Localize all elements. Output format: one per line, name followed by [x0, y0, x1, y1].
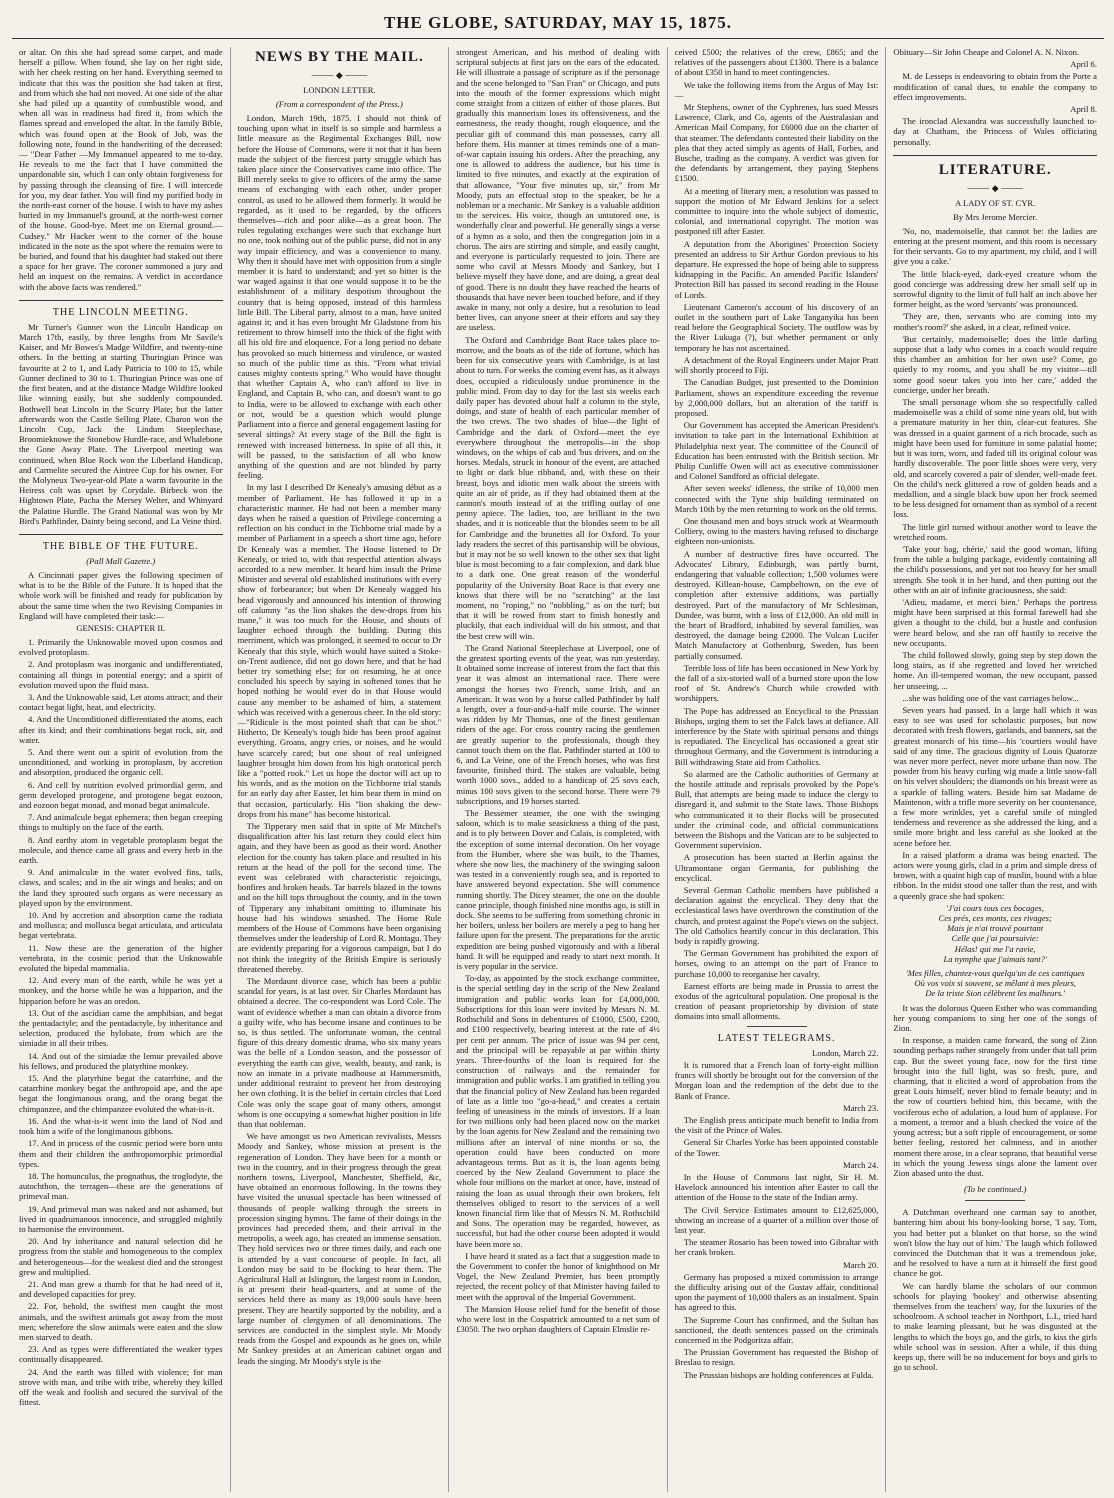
telegram-date: March 20. [843, 1259, 879, 1270]
telegram-item: The Supreme Court has confirmed, and the Sultan has sanctioned, the death sentences passed on the criminals concerned in the Podgoritza affair. [674, 1314, 879, 1345]
article-paragraph: The Pope has addressed an Encyclical to the Prussian Bishops, urging them to set the Falck laws at defiance. All interference by the State with spiritual persons and things is repudiated. The Encyclical has occasioned a great stir throughout Germany, and the Government is introducing a Bill withdrawing State aid from Catholics. [674, 705, 879, 767]
latest-telegrams-heading: LATEST TELEGRAMS. [717, 1032, 836, 1044]
anecdote-paragraph: A Dutchman overheard one carman say to another, bantering him about his bony-looking horse, 'I say, Tom, you had better put a blanket on that horse, so the wind won't blow the hay out of him.' The laugh which followed convinced the Dutchman that it was a tremendous joke, and he resolved to have a turn at it himself the first good chance he got. [893, 1207, 1097, 1279]
telegram-item: M. de Lesseps is endeavoring to obtain from the Porte a modification of canal dues, to enable the company to effect improvements. [893, 71, 1097, 102]
article-paragraph: A number of destructive fires have occurred. The Advocates' Library, Edinburgh, was partly burnt, endangering that valuable collection; 1,500 volumes were destroyed. Killean-house, Campbeltown, on the eve of completion after extensive additions, was partially destroyed. Part of the manufactory of Mr Schlesiman, Dundee, was burnt, with a loss of £12,000. An old mill in the heart of Bradford, inhabited by several families, was destroyed, the damage being £2000. The Vulcan Lucifer Match Manufactory at Gothenburg, Sweden, has been partially consumed. [674, 548, 879, 661]
telegram-date: London, March 22. [812, 1047, 879, 1058]
article-paragraph: A detachment of the Royal Engineers under Major Pratt will shortly proceed to Fiji. [674, 354, 879, 376]
column-4 [668, 47, 887, 1492]
article-paragraph: The Tipperary men said that in spite of Mr Mitchel's disqualification after his last return they could elect him again, and they have been as good as their word. Another election for the county has taken place and resulted in his return at the head of the poll for the second time. The event was celebrated with characteristic rejoicings, bonfires and broken heads. Tar barrels blazed in the towns and on the hill tops throughout the county, and in the town of Tipperary any inhabitant omitting to illuminate his house had his windows smashed. The Home Rule members of the House of Commons have been organising themselves under the leadership of Lord R. Montagu. They are evidently preparing for a vigorous campaign, but I do not think the integrity of the British Empire is seriously threatened thereby. [237, 821, 442, 974]
genesis-verse: 22. For, behold, the swiftest men caught the most animals, and the swiftest animals got away from the most men; wherefore the slow animals were eaten and the slow men starved to death. [19, 1301, 223, 1342]
article-paragraph: One thousand men and boys struck work at Wearmouth Colliery, owing to the masters having refused to discharge eighteen non-unionists. [674, 515, 879, 547]
telegram-item: The Prussian bishops are holding conferences at Fulda. [683, 1369, 874, 1380]
news-by-mail-heading: NEWS BY THE MAIL. [255, 49, 424, 65]
story-paragraph: The child followed slowly, going step by step down the long stairs, as if she regretted and loved her wretched home. An ill-tempered woman, the new occupant, passed her unseeing, ... [893, 649, 1097, 691]
story-paragraph: Seven years had passed. In a large hall which it was easy to see was used for scholastic purposes, but now decorated with fresh flowers, garlands, and banners, sat the greatest monarch of his time—his 'courtiers would have said of any time. The gracious dignity of Louis Quatorze was never more perfect, never more urbane than now. The powder from his heavy curling wig made a little snow-fall on his velvet shoulders; the diamonds on his breast were as a sparkle of falling waters. Beside him sat Madame de Maintenon, with a trifle more severity on her countenance, a few more wrinkles, yet a careful smile of mingled tenderness and reverence as she addressed the king, and a smile more bright and less careful as she looked at the scene before her. [893, 704, 1097, 848]
letter-source: (From a correspondent of the Press.) [275, 99, 403, 109]
article-paragraph: strongest American, and his method of dealing with scriptural subjects at first jars on the ears of the educated. He will illustrate a passage of scripture as if the personage and the scene belonged to "San Fran" or Chicago, and puts into the mouth of the former expressions which might come straight from a citizen of either of those places. But gradually this mannerism loses its offensiveness, and the earnestness, the ready thought, rough eloquence, and the peculiar gift of command this man possesses, carry all before them. His manner at times reminds one of a man-of-war captain issuing his orders. After the preaching, any one is allowed to address the audience, but his time is limited to five minutes, and exactly at the expiration of that allowance, "Your five minutes up, sir," from Mr Moody, puts an effectual stop to the speaker, be he a nobleman or a mechanic. Mr Sankey is a valuable addition to the services. His voice, though an untutored one, is wonderfully clear and powerful. He generally sings a verse of a hymn as a solo, and then the congregation join in a chorus. The airs are stirring and simple, and easily caught, and everyone is particularly requested to join. There are some who cavil at Messrs Moody and Sankey, but I believe myself they have done, and are doing, a great deal of good. There is no doubt they have reached the hearts of thousands that have never been touched before, and if they awake in many, not only a desire, but a resolution to lead better lives, can anyone sneer at their efforts and say they are useless. [456, 47, 660, 333]
article-paragraph: Terrible loss of life has been occasioned in New York by the fall of a six-storied wall of a burned store upon the low roof of St. Andrew's Church while crowded with worshippers. [674, 662, 879, 704]
article-paragraph: The Oxford and Cambridge Boat Race takes place to-morrow, and the boats as of the tide of fortune, which has been for six consecutive years with Cambridge, is at last about to turn. For weeks the coming event has, as it always does, occupied a ridiculously undue prominence in the public mind. From day to day for the last six weeks each daily paper has devoted about half a column to the style, doings, and state of health of each particular member of the two crews. The two shades of blue—the light of Cambridge and the dark of Oxford—meet the eye everywhere throughout the metropolis—in the shop windows, on the whips of cab and 'bus drivers, and on the horses. Medals, struck in honour of the event, are attached to light or dark blue ribband, and, with these on their breast, boys and idiotic men walk about the streets with quite an air of pride, as if they had obtained them at the cannon's mouth instead of at the trifling outlay of one penny apiece. The ladies, too, are brilliant in the two shades, and it is noticeable that the blondes seem to be all for Cambridge and the brunettes all for Oxford. To your lady readers the secret of this partisanship will be obvious, but it may not be so well known to the other sex that light blue is most becoming to a fair complexion, and dark blue to a dark one. One great reason of the wonderful popularity of the University Boat Race is that every one knows that there will be no "scratching" at the last moment, no "roping," no "nobbling," as on the turf; but that it will be rowed from start to finish honestly and pluckily, that each individual will do his utmost, and that the best crew will win. [456, 334, 660, 641]
column-2 [231, 47, 450, 1492]
telegram-item: In the House of Commons last night, Sir H. M. Havelock announced his intention after Easter to call the attention of the House to the state of the Indian army. [674, 1171, 879, 1203]
article-paragraph: A deputation from the Aborigines' Protection Society presented an address to Sir Arthur Gordon previous to his departure. He expressed the hope of being able to suppress kidnapping in the Pacific. An amended Pacific Islanders' Protection Bill has passed its second reading in the House of Lords. [674, 238, 879, 300]
telegram-date: March 24. [843, 1159, 879, 1170]
telegram-date: March 23. [843, 1102, 879, 1113]
telegram-date: April 8. [1070, 104, 1097, 115]
telegram-item: The steamer Rosario has been towed into Gibraltar with her crank broken. [674, 1237, 879, 1258]
genesis-verse: 18. The homunculus, the prognathus, the troglodyte, the autochthon, the terragen—these are the generations of primeval man. [19, 1170, 223, 1202]
telegram-item: Germany has proposed a mixed commission to arrange the difficulty arising out of the Gustav affair, conditional upon the payment of 10,000 thalers as an instalment. Spain has agreed to this. [674, 1271, 879, 1313]
genesis-verse: 24. And the earth was filled with violence; for man strove with man, and tribe with tribe, whereby they killed off the weak and foolish and secured the survival of the fittest. [19, 1366, 223, 1408]
article-paragraph: We have amongst us two American revivalists, Messrs Moody and Sankey, whose mission at present is the regeneration of London. They have been for a month or two in the country, and in their progress through the great northern towns, Liverpool, Manchester, Sheffield, &c, have obtained an enormous following. In the towns they have visited the unusual spectacle has been witnessed of thousands of people walking through the streets in procession singing hymns. The fame of their doings in the provinces had preceded them, and their arrival in the metropolis, a week ago, has created an immense sensation. They hold services two or three times daily, and each one is attended by a vast concourse of people. In fact, all London may be said to be flocking to hear them. The Agricultural Hall at Islington, the largest room in London, is at present their head-quarters, and at some of the services held there as many as 19,000 souls have been present. They are heartily supported by the nobility, and a large number of clergymen of all denominations. The services are conducted in the simplest style. Mr Moody reads from the Gospel and expounds as he goes on, while Mr Sankey presides at an American cabinet organ and leads the singing. Mr Moody's style is the [237, 1131, 442, 1366]
story-paragraph: 'They are, then, servants who are coming into my mother's room?' she asked, in a clear, refined voice. [893, 311, 1097, 332]
article-paragraph: Our Government has accepted the American President's invitation to take part in the International Exhibition at Philadelphia next year. The committee of the Council of Education has been entrusted with the British section. Mr Philip Cunliffe Owen will act as executive commissioner and Colonel Sandford as official delegate. [674, 420, 879, 482]
article-paragraph: Earnest efforts are being made in Prussia to arrest the exodus of the agricultural population. One proposal is the creation of peasant proprietorship by division of state domains into small allotments. [674, 980, 879, 1022]
article-paragraph: To-day, as appointed by the stock exchange committee, is the special settling day in the scrip of the New Zealand immigration and public works loan for £4,000,000. Subscriptions for this loan were invited by Messrs N. M. Rothschild and Sons in debentures of £1000, £500, £200, and £100 respectively, bearing interest at the rate of 4½ per cent per annum. The price of issue was 94 per cent, and the principal will be repayable at par within thirty years. Three-fourths of the loan is required for the construction of railways and the remainder for immigration and public works. I am gratified in telling you that the financial policy of New Zealand has been regarded of late as a little too "go-a-head," and creates a certain feeling of uneasiness in the minds of investors. If a loan for two millions only had been placed now on the market by the loan agents for New Zealand and the remaining two millions after an interval of nine months or so, the operation could have been conducted on more advantageous terms. But as it is, the loan agents being coerced by the New Zealand Government to place the whole four millions on the market at once, have, instead of raising the loan as usual through their own brokers, felt themselves obliged to resort to the services of a well known financial firm like that of Messrs N. M. Rothschild and Sons. The operation may be regarded, however, as successful, but had the other course been adopted it would have been more so. [456, 973, 660, 1249]
genesis-verse: 6. And cell by nutrition evolved primordial germ, and germ developed protogene, and protogene begat eozoon, and eozoon begat monad, and monad begat animalcule. [19, 779, 223, 810]
genesis-verse: 2. And protoplasm was inorganic and undifferentiated, containing all things in potential energy; and a spirit of evolution moved upon the fluid mass. [19, 659, 223, 690]
article-paragraph: The Bessemer steamer, the one with the swinging saloon, which is to make seasickness a thing of the past, and is to ply between Dover and Calais, is completed, with the exception of some internal decoration. On her voyage from the Humber, where she was built, to the Thames, where she now lies, the machinery of the swinging saloon was tested in a conveniently rough sea, and is reported to have answered beyond expectation. She will commence running shortly. The Dicey steamer, the one on the double canoe principle, though finished nine months ago, is still in dock. She seems to be suffering from something chronic in her boilers, unless her boilers are merely a peg to hang her failure upon for the present. The preparations for the arctic expedition are being pushed vigorously and with a liberal hand. It will be equipped and ready to start next month. It is very popular in the service. [456, 808, 660, 972]
story-paragraph: It was the dolorous Queen Esther who was commanding her young companions to sing her one of the songs of Zion. [893, 1002, 1097, 1034]
lincoln-meeting-heading: THE LINCOLN MEETING. [52, 306, 189, 318]
section-divider [19, 300, 223, 301]
genesis-verse: 4. And the Unconditioned differentiated the atoms, each after its kind; and their combinations begat rock, air, and water. [19, 714, 223, 745]
bible-future-heading: THE BIBLE OF THE FUTURE. [42, 540, 199, 552]
genesis-verse: 7. And animalcule begat ephemera; then began creeping things to multiply on the face of the earth. [19, 812, 223, 833]
genesis-verse: 19. And primeval man was naked and not ashamed, but lived in quadrumanous innocence, and struggled mightily to harmonise the environment. [19, 1203, 223, 1234]
telegram-date: April 6. [1070, 59, 1097, 70]
story-paragraph: 'But certainly, mademoiselle; does the little darling suppose that a lady who comes in a coach would require this chamber an ambition for her own use? Come, go quietly to my rooms, and you shall be my visitor—till some good soeur takes you into her care,' added the concierge, under her breath. [893, 333, 1097, 395]
story-verse: 'J'ai cours tous ces bocages, Ces prés, ces monts, ces rivages; Mais je n'ai trouvé pourtant Celle que j'ai poursuivie: Hélas! qui me l'a ravie, La nymphe que j'aimais tant?' [938, 902, 1052, 964]
article-paragraph: So alarmed are the Catholic authorities of Germany at the hostile attitude and reprisals provoked by the Pope's Bull, that attempts are being made to induce the clergy to disregard it, and submit to the State laws. Those Bishops who communicated it to their flocks will be prosecuted under the criminal code, and official communications between the Bishops and the Vatican are to be subjected to Government supervision. [674, 768, 879, 851]
lincoln-paragraph: Mr Turner's Gunner won the Lincoln Handicap on March 17th, easily, by three lengths from Mr Savile's Kaiser, and Mr Bowes's Madge Wildfire, and twenty-nine others. In the betting at starting Thuringian Prince was favourite at 2 to 1, and Lady Patricia to 100 to 15, while Gunner declined to 30 to 1. Thuringian Prince was one of the first beaten, and at the distance Madge Wildfire looked like winning easily, but she suddenly compounded. Bothwell beat Lincoln in the Scurry Plate; but the latter afterwards won the Castle Selling Plate. Charon won the Lincoln Cup, Jack the Lindum Steeplechase, Broomieknowe the Stonebow Hurdle-race, and Whalebone the Gone Away Plate. The Liverpool meeting was continued, when Blue Rock won the Liberland Handicap, and Carmelite secured the Aintree Cup for his owner. For the Molyneux Two-year-old Plate a warm favourite in the Heiress colt was upset by Corydale. Birbeck won the Hightown Plate, Pacha the Mersey Welter, and Whinyard the Palatine Hurdle. The Grand National was won by Mr Bird's Pathfinder, Dainty being second, and La Veine third. [19, 321, 223, 526]
inquest-paragraph: or altar. On this she had spread some carpet, and made herself a pillow. When found, she lay on her right side, with her cheek resting on her hand. Everything seemed to indicate that this was the position she had taken at first, and from which she had not moved. At one side of the altar she had piled up a quantity of combustible wood, and when all was in readiness had fired it, from which the flames spread and enveloped the altar. In the family Bible, which was found open at the Book of Job, was the following note, found in the handwriting of the deceased:— "Dear Father —My Immanuel appeared to me to-day. He reveals to me the fact that I have committed the unpardonable sin, which I can only obtain forgiveness for by passing through the cleansing of fire. I will intercede for you, my dear father. You will find my purified body in the north-east corner of the house. I wish to have my ashes buried in my Immanuel's ground, at the north-west corner of the house. Good-bye. Meet me on Eternal ground.—Cudsey." Mr Hacker went to the corner of the house indicated in the note as the spot where the remains were to be buried, and found that his daughter had staked out there a space for her grave. The coroner summoned a jury and held an inquest on the remains. A verdict in accordance with the above facts was rendered." [19, 47, 223, 292]
telegram-item: The English press anticipate much benefit to India from the visit of the Prince of Wales. [674, 1114, 879, 1136]
article-paragraph: Mr Stephens, owner of the Cyphrenes, has sued Messrs Lawrence, Clark, and Co, agents of the Australasian and American Mail Company, for £6000 due on the charter of that steamer. The defendants contested their liability on the plea that they acted simply as agents of Hall, Forbes, and Busche, trading as the company. A verdict was given for the defendants by arrangement, they paying Stephens £1500. [674, 102, 879, 184]
telegram-item: The ironclad Alexandra was successfully launched to-day at Chatham, the Princess of Wales officiating personally. [893, 116, 1097, 147]
article-paragraph: At a meeting of literary men, a resolution was passed to support the motion of Mr Edward Jenkins for a select committee to inquire into the whole subject of domestic, colonial, and international copyright. The motion was postponed till after Easter. [674, 185, 879, 237]
genesis-verse: 8. And earthy atom in vegetable protoplasm begat the molecule, and thence came all grass and every herb in the earth. [19, 834, 223, 866]
article-paragraph: Several German Catholic members have published a declaration against the encyclical. They deny that the ecclesiastical laws have overthrown the constitution of the church, and protest against the Pope's views on the subject. The old Catholics heartily concur in this declaration. This body is rapidly growing. [674, 885, 879, 947]
columns [12, 47, 1104, 1492]
genesis-verse: 15. And the platyrhine begat the catarrhine, and the catarrhine monkey begat the anthropoid ape, and the ape begat the longimanous orang, and the orang begat the chimpanzee, and the chimpanzee evoluted the what-is-it. [19, 1073, 223, 1114]
to-be-continued: (To be continued.) [963, 1184, 1027, 1195]
article-paragraph: I have heard it stated as a fact that a suggestion made to the Government to confer the honor of knighthood on Mr Vogel, the New Zealand Premier, has been promptly rejected, the recent policy of that Minister having failed to meet with the approval of the Imperial Government. [456, 1250, 660, 1302]
article-paragraph: The Grand National Steeplechase at Liverpool, one of the greatest sporting events of the year, was run yesterday. It obtained some increase of interest from the fact that this year it was almost an international race. There were amongst the horses two French, some Irish, and an American. It was won by a horse called Pathfinder by half a length, over a four-and-a-half mile course. The winner was ridden by Mr Thomas, one of the finest gentleman riders of the age. For cross country racing the gentlemen are greatly superior to the professionals, though they cannot touch them on the flat. Pathfinder started at 100 to 6, and La Veine, one of the French horses, who was first favourite, finished third. The stakes are valuable, being worth 1000 sovs., added to a handicap of 25 sovs each, minus 100 sovs given to the second horse. There were 79 subscriptions, and 19 horses started. [456, 642, 660, 806]
story-paragraph: The little girl turned without another word to leave the wretched room. [893, 521, 1097, 542]
section-divider [965, 1200, 1025, 1201]
story-verse: 'Mes filles, chantez-vous quelqu'un de ces cantiques Où vos voix si souvent, se mêlant à mes pleurs, De la triste Sion célèbrent les malheurs.' [905, 968, 1085, 999]
article-paragraph: Lieutenant Cameron's account of his discovery of an outlet in the southern part of Lake Tanganyika has been read before the Geographical Society. The outflow was by the River Lukuga (?), but whether permanent or only temporary he has not ascertained. [674, 301, 879, 353]
genesis-verse: 21. And man grew a thumb for that he had need of it, and developed capacities for prey. [19, 1278, 223, 1300]
telegram-item: The Civil Service Estimates amount to £12,625,000, showing an increase of a quarter of a million over those of last year. [674, 1204, 879, 1235]
anecdote-paragraph: We can hardly blame the scholars of our common schools for playing 'hookey' and otherwise absenting themselves from the teachers' way, for the luxuries of the schoolroom. A school teacher in Northport, L.I., tried hard to make learning pleasant, but he was disgusted at the lengths to which the boys go, and the girls, to kiss the girls while school was in session. After a while, if this thing keeps up, there will be no inducement for boys and girls to go to school. [893, 1280, 1097, 1373]
column-1 [12, 47, 231, 1492]
column-5 [886, 47, 1104, 1492]
genesis-verse: 12. And every man of the earth, while he was yet a monkey, and the horse while he was a hipparion, and the hipparion before he was an oredon. [19, 975, 223, 1006]
story-paragraph: In response, a maiden came forward, the song of Zion sounding perhaps rather strangely from under that tall prim cap. But the sweet young face, now for the first time brought into the full light, was so fresh, pure, and charming, that it elicited a word of approbation from the great Louis himself, never blind to female beauty; and in the row of courtiers behind him, this became, with the vociferous echo of adulation, a loud hum of applause. For a moment, a tremor and a blush checked the voice of the young actress; but a soft ripple of encouragement, or some better feeling, restored her calmness, and in another moment there arose, in a clear soprano, that beautiful verse in which the young Jewess sings alone the lament over Zion abased unto the dust. [893, 1035, 1097, 1178]
story-paragraph: 'Take your bag, chérie,' said the good woman, lifting from the table a bulging package, evidently containing all the child's possessions, and yet not too heavy for her small strength. She took it in her hand, and then putting out the other with an air of infinite graciousness, she said: [893, 543, 1097, 595]
genesis-heading: GENESIS: CHAPTER II. [76, 622, 166, 633]
story-paragraph: 'Adieu, madame, et merci bien.' Perhaps the portress might have been surprised at this formal farewell had she given a thought to the child, but a hustle and confusion were heard below, and she ran off hastily to receive the new occupants. [893, 596, 1097, 648]
ornament-divider: ⸻ ◆ ⸻ [311, 70, 368, 80]
story-paragraph: The small personage whom she so respectfully called mademoiselle was a child of some nine years old, but with a premature maturity in her thin, clear-cut features. She was dressed in a quaint garment of a rich brocade, such as might have been used for furniture in some palatial home; but it was torn, worn, and faded till its original colour was hardly discoverable. The poor little shoes were very, very old, and scarcely covered a pair of slender, well-made feet. On the child's neck glittered a row of golden beads and a medallion, and a single black bow upon her frock seemed to be less designed for ornament than as symbol of a recent loss. [893, 397, 1097, 520]
genesis-verse: 3. And the Unknowable said, Let atoms attract; and their contact begat light, heat, and electricity. [19, 691, 223, 713]
story-author: By Mrs Jerome Mercier. [953, 211, 1038, 222]
genesis-verse: 14. And out of the simiadæ the lemur prevailed above his fellows, and produced the platyrhine monkey. [19, 1050, 223, 1071]
telegram-item: The Prussian Government has requested the Bishop of Breslau to resign. [674, 1347, 879, 1368]
genesis-verse: 5. And there went out a spirit of evolution from the unconditioned, and working in protoplasm, by accretion and absorption, produced the organic cell. [19, 746, 223, 778]
article-paragraph: London, March 19th, 1875. I should not think of touching upon what in itself is so simple and harmless a little measure as the Regimental Exchanges Bill, now before the House of Commons, were it not that it has been made the subject of the fiercest party struggle which has taken place since the Conservatives came into office. The Bill merely seeks to give to officers of the army the same means of exchanging with each other, under proper control, as used to be allowed them formerly. It would be regarded, as it used to be regarded, by the officers themselves—rich and poor alike—as a great boon. The rules regulating exchanges were such that exchange hurt no one, took nothing out of the public purse, did not in any way impair efficiency, and was a convenience to many. Why then it should have met with opposition from a single member it is hard to understand; and yet so bitter is the war waged against it that one would suppose it to be the establishment of a military despotism throughout the country that is being opposed, instead of this harmless little Bill. The Liberal party, almost to a man, have united against it; and it has even brought Mr Gladstone from his retirement to throw himself into the thick of the fight with all his old fire and eloquence. For a long period no debate has provoked so much bitterness and virulence, or wasted so much of the public time as this. "From what trivial causes mighty contests spring." Who would have thought that whether Captain A, who can't afford to live in England, and Captain B, who can, and doesn't want to go to India, were to be allowed to exchange with each other or not, would be a question which would plunge Parliament into a fierce and general engagement lasting for several sittings? At every stage of the Bill the fight is renewed with increased bitterness. In spite of all this, it will be passed, to the satisfaction of all who know anything of the question and are not blinded by party feeling. [237, 113, 442, 481]
article-paragraph: In my last I described Dr Kenealy's amusing début as a member of Parliament. He has followed it up in a characteristic manner. He had not been a member many days when he raised a question of Privilege concerning a reflection on his conduct in the Tichborne trial made by a member of Parliament in a speech a short time ago, before Dr Kenealy was a member. The House listened to Dr Kenealy, or tried to, with that respectful attention always accorded to a new member. It heard him insult the Prime Minister and several old established institutions with every show of forbearance; but when Dr Kenealy wagged his head vigorously and announced his intention of throwing off calumny "as the lion shakes the dew-drops from his mane," it was too much for the House, and shouts of laughter echoed through the building. During this merriment, which was prolonged, it seemed to occur to Dr Kenealy that this style, which would have suited a Stoke-on-Trent audience, did not go down here, and that he had better try something else; for on resuming, he at once concluded his speech by saying in softened tones that he hoped nothing he would ever do in that House would cause any member to be ashamed of him, a statement which was received with a generous cheer. In the old story:—"Ridicule is the most pointed shaft that can be shot." Hitherto, Dr Kenealy's tough hide has been proof against everything. Groans, angry cries, or noises, and he would have scarcely cared; but one shout of real unfeigned laughter brought him down from his high oratorical perch like a "potted rook." Let us hope the doctor will act up to his words, and as the motion on the Tichborne trial stands for an early day after Easter, let him bear them in mind on that occasion, particularly. His "lion shaking the dew-drops from his mane" has become historical. [237, 482, 442, 819]
genesis-verse: 16. And the what-is-it went into the land of Nod and took him a wife of the longimanous gibbons. [19, 1115, 223, 1137]
literature-heading: LITERATURE. [938, 161, 1052, 178]
section-divider [893, 155, 1097, 156]
genesis-verse: 9. And animalculæ in the water evolved fins, tails, claws, and scales; and in the air wings and beaks; and on the land they sprouted such organs as were necessary as played upon by the environment. [19, 867, 223, 908]
article-paragraph: A prosecution has been started at Berlin against the Ultramontane organ Germania, for publishing the encyclical. [674, 852, 879, 883]
story-paragraph: 'No, no, mademoiselle, that cannot be: the ladies are entering at the present moment, and this room is necessary for their servants. Go to my apartment, my child, and I will give you a cake.' [893, 225, 1097, 267]
article-paragraph: The Mordaunt divorce case, which has been a public scandal for years, is at last over. Sir Charles Mordaunt has obtained a decree. The co-respondent was Lord Cole. The want of evidence whether a man can obtain a divorce from a guilty wife, who has become insane and continues to be so, is thus settled. The unfortunate woman, the central figure of this dreary domestic drama, who six many years was the belle of a London season, and the possessor of everything the earth can give, wealth, beauty, and rank, is now an inmate in a private madhouse at Hammersmith, under additional restraint to prevent her from destroying her own clothing. It is the belief in certain circles that Lord Cole was only the scape goat of many others, amongst whom is one occupying a somewhat higher position in life than that nobleman. [237, 976, 442, 1129]
telegram-item: It is rumored that a French loan of forty-eight million francs will shortly be brought out for the conversion of the Morgan loan and the redemption of the debt due to the Bank of France. [674, 1059, 879, 1101]
section-divider [747, 1026, 807, 1027]
genesis-verse: 17. And in process of the cosmic period were born unto them and their children the anthropomorphic primordial types. [19, 1138, 223, 1169]
genesis-verse: 13. Out of the ascidian came the amphibian, and begat the pentadactyle; and the pentadactyle, by inheritance and selection, produced the hylobate, from which are the simiadæ in all their tribes. [19, 1007, 223, 1049]
article-paragraph: The Canadian Budget, just presented to the Dominion Parliament, shows an expenditure exceeding the revenue by 2,000,000 dollars, but an alteration of the tariff is proposed. [674, 377, 879, 418]
london-letter-heading: LONDON LETTER. [303, 85, 376, 95]
telegram-item: Obituary—Sir John Cheape and Colonel A. N. Nixon. [893, 47, 1080, 57]
article-paragraph: We take the following items from the Argus of May 1st:— [674, 79, 879, 100]
column-3 [449, 47, 668, 1492]
section-divider [19, 534, 223, 535]
ornament-divider: ⸻ ◆ ⸻ [967, 182, 1024, 193]
telegram-item: General Sir Charles Yorke has been appointed constable of the Tower. [674, 1137, 879, 1158]
genesis-verse: 11. Now these are the generation of the higher vertebrata, in the cosmic period that the Unknowable evoluted the bipedal mammalia. [19, 942, 223, 974]
genesis-verse: 1. Primarily the Unknowable moved upon cosmos and evolved protoplasm. [19, 636, 223, 658]
article-paragraph: The Mansion House relief fund for the benefit of those who were lost in the Cospatrick amounted to a net sum of £3050. The two orphan daughters of Captain Elmslie re- [456, 1303, 660, 1335]
article-paragraph: After seven weeks' idleness, the strike of 10,000 men connected with the Tyne ship building terminated on March 10th by the men returning to work on the old terms. [674, 483, 879, 514]
article-paragraph: The German Government has prohibited the export of horses, owing to an attempt on the part of France to purchase 10,000 to reorganise her cavalry. [674, 948, 879, 979]
bible-source: (Pall Mall Gazette.) [86, 555, 156, 566]
story-paragraph: ...she was holding one of the vast carriages below... [902, 692, 1079, 703]
article-paragraph: ceived £500; the relatives of the crew, £865; and the relatives of the passengers about £1300. There is a balance of about £350 in hand to meet contingencies. [674, 47, 879, 78]
masthead: THE GLOBE, SATURDAY, MAY 15, 1875. [12, 12, 1104, 39]
story-paragraph: In a raised platform a drama was being enacted. The actors were young girls, clad in a prim and simple dress of brown, with a quaint high cap of muslin, bound with a blue ribbon. In the midst stood one taller than the rest, and with a queenly grace she had spoken: [893, 849, 1097, 901]
bible-intro: A Cincinnati paper gives the following specimen of what is to be the Bible of the Future. It is hoped that the whole work will be finished and ready for publication by about the same time when the two Revising Companies in England will have completed their task:— [19, 569, 223, 621]
story-paragraph: The little black-eyed, dark-eyed creature whom the good concierge was addressing drew her small self up in sorrowful dignity to the limit of full half an inch above her former height, as the word 'servants' was pronounced. [893, 268, 1097, 310]
genesis-verse: 20. And by inheritance and natural selection did he progress from the stable and homogeneous to the complex and heterogeneous—for the weakest died and the strongest grew and multiplied. [19, 1236, 223, 1277]
genesis-verse: 23. And as types were differentiated the weaker types continually disappeared. [19, 1344, 223, 1365]
story-title: A LADY OF ST. CYR. [955, 197, 1036, 208]
genesis-verse: 10. And by accretion and absorption came the radiata and mollusca; and mollusca begat articulata, and articulata begat vertebrata. [19, 910, 223, 941]
